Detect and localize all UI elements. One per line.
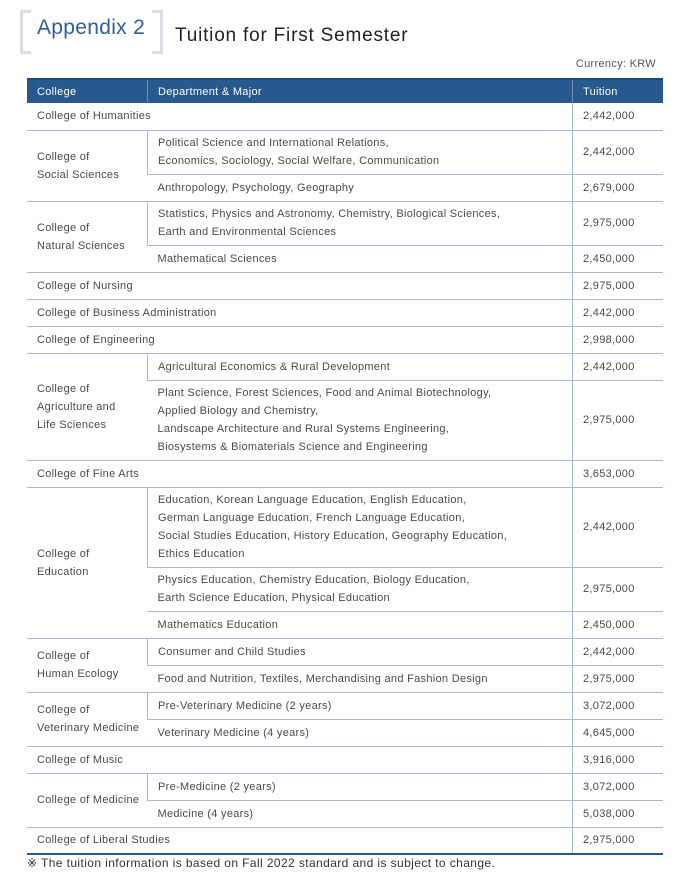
college-cell: College of Education (27, 487, 148, 638)
college-cell: College of Liberal Studies (27, 827, 573, 854)
department-cell: Food and Nutrition, Textiles, Merchandising and Fashion Design (148, 665, 573, 692)
column-header-college: College (27, 79, 148, 103)
table-row (27, 487, 663, 567)
table-row (27, 773, 663, 800)
department-cell: Mathematics Education (148, 611, 573, 638)
tuition-cell: 5,038,000 (573, 800, 664, 827)
department-cell: Physics Education, Chemistry Education, Biology Education, Earth Science Education, Physical Education (148, 567, 573, 611)
tuition-cell: 2,450,000 (573, 245, 664, 272)
department-cell: Anthropology, Psychology, Geography (148, 174, 573, 201)
department-cell: Pre-Medicine (2 years) (148, 773, 573, 800)
college-cell: College of Human Ecology (27, 638, 148, 692)
department-cell: Statistics, Physics and Astronomy, Chemistry, Biological Sciences, Earth and Environmental Sciences (148, 201, 573, 245)
page-header (20, 10, 670, 60)
college-cell: College of Veterinary Medicine (27, 692, 148, 746)
tuition-cell: 2,975,000 (573, 567, 664, 611)
department-cell: Medicine (4 years) (148, 800, 573, 827)
college-cell: College of Music (27, 746, 573, 773)
department-cell: Agricultural Economics & Rural Development (148, 353, 573, 380)
tuition-cell: 2,998,000 (573, 326, 664, 353)
tuition-cell: 2,442,000 (573, 103, 664, 130)
table-row (27, 299, 663, 326)
appendix-label: Appendix 2 (37, 16, 146, 39)
table-row (27, 827, 663, 854)
college-cell: College of Humanities (27, 103, 573, 130)
college-cell: College of Nursing (27, 272, 573, 299)
page-title: Tuition for First Semester (175, 25, 409, 46)
tuition-cell: 2,975,000 (573, 380, 664, 460)
college-cell: College of Natural Sciences (27, 201, 148, 272)
tuition-cell: 2,442,000 (573, 353, 664, 380)
tuition-cell: 2,975,000 (573, 201, 664, 245)
tuition-cell: 2,975,000 (573, 665, 664, 692)
department-cell: Pre-Veterinary Medicine (2 years) (148, 692, 573, 719)
table-row (27, 326, 663, 353)
department-cell: Mathematical Sciences (148, 245, 573, 272)
college-cell: College of Medicine (27, 773, 148, 827)
tuition-cell: 2,442,000 (573, 638, 664, 665)
college-cell: College of Engineering (27, 326, 573, 353)
left-bracket-decoration (20, 10, 31, 54)
table-row (27, 103, 663, 130)
tuition-cell: 4,645,000 (573, 719, 664, 746)
column-header-department: Department & Major (148, 79, 573, 103)
department-cell: Education, Korean Language Education, English Education, German Language Education, French Language Education, Social Studies Education, History Education, Geography Education, Ethics Education (148, 487, 573, 567)
department-cell: Consumer and Child Studies (148, 638, 573, 665)
department-cell: Veterinary Medicine (4 years) (148, 719, 573, 746)
college-cell: College of Social Sciences (27, 130, 148, 201)
table-row (27, 201, 663, 245)
tuition-cell: 3,072,000 (573, 692, 664, 719)
table-row (27, 460, 663, 487)
tuition-cell: 3,653,000 (573, 460, 664, 487)
tuition-cell: 2,975,000 (573, 272, 664, 299)
table-row (27, 638, 663, 665)
tuition-cell: 2,450,000 (573, 611, 664, 638)
college-cell: College of Business Administration (27, 299, 573, 326)
currency-note: Currency: KRW (575, 58, 656, 70)
tuition-cell: 2,442,000 (573, 299, 664, 326)
table-row (27, 692, 663, 719)
right-bracket-decoration (152, 10, 163, 54)
table-row (27, 353, 663, 380)
table-row (27, 130, 663, 174)
tuition-cell: 2,442,000 (573, 487, 664, 567)
department-cell: Plant Science, Forest Sciences, Food and Animal Biotechnology, Applied Biology and Chemistry, Landscape Architecture and Rural Systems Engineering, Biosystems & Biomaterials Science and Engineering (148, 380, 573, 460)
table-row (27, 746, 663, 773)
department-cell: Political Science and International Relations, Economics, Sociology, Social Welfare, Communication (148, 130, 573, 174)
college-cell: College of Agriculture and Life Sciences (27, 353, 148, 460)
tuition-cell: 2,679,000 (573, 174, 664, 201)
footnote: ※ The tuition information is based on Fall 2022 standard and is subject to change. (27, 856, 496, 870)
tuition-table-body (27, 103, 663, 854)
tuition-cell: 3,916,000 (573, 746, 664, 773)
column-header-tuition: Tuition (573, 79, 664, 103)
table-row (27, 272, 663, 299)
tuition-cell: 2,975,000 (573, 827, 664, 854)
tuition-table (27, 78, 663, 855)
tuition-cell: 3,072,000 (573, 773, 664, 800)
tuition-cell: 2,442,000 (573, 130, 664, 174)
college-cell: College of Fine Arts (27, 460, 573, 487)
table-header-row (27, 79, 663, 103)
